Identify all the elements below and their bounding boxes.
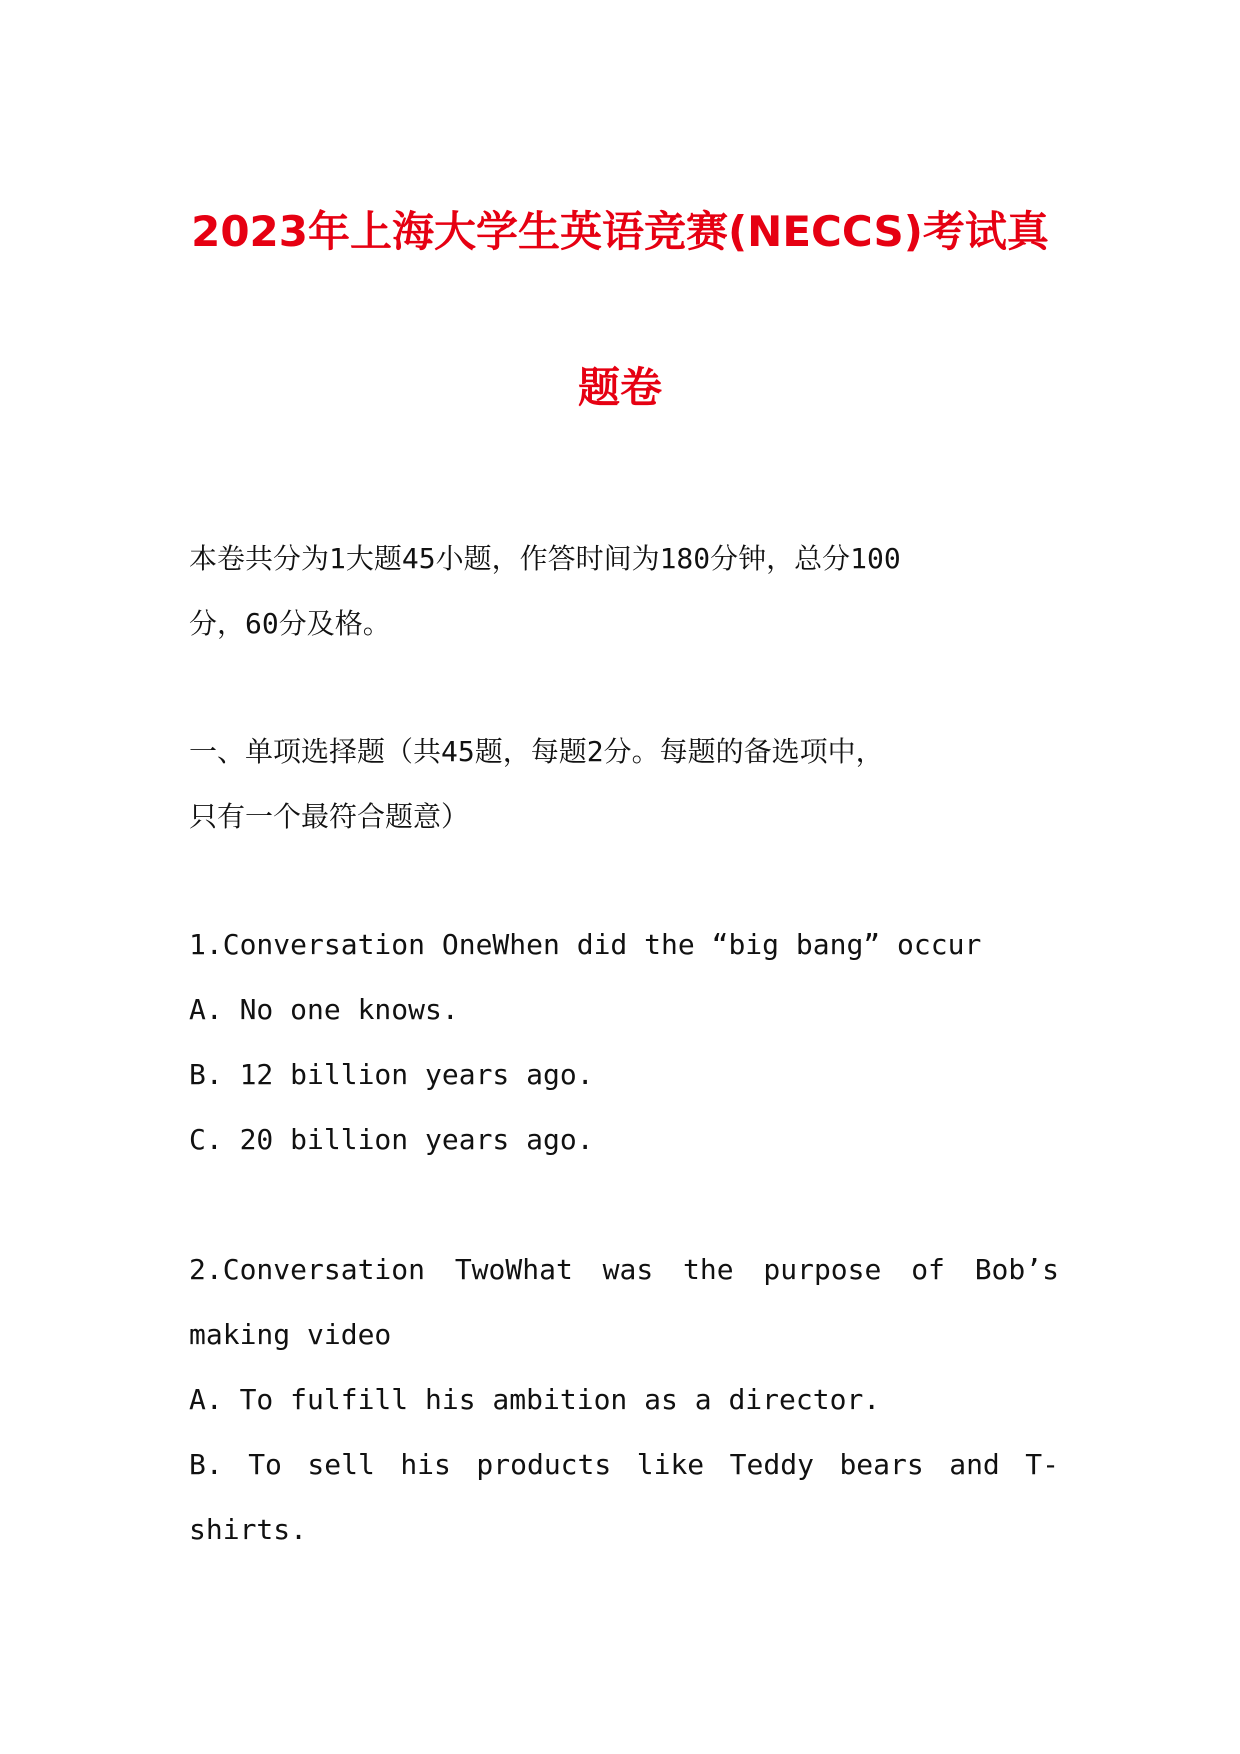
document-title-line-2: 题卷 <box>577 363 662 412</box>
option-word: bears <box>839 1448 924 1481</box>
question-1-option-b: B. 12 billion years ago. <box>189 1058 594 1091</box>
option-word: sell <box>307 1448 375 1481</box>
question-2-option-a: A. To fulfill his ambition as a director. <box>189 1383 881 1416</box>
question-1-option-a: A. No one knows. <box>189 993 459 1026</box>
intro-line-1: 本卷共分为1大题45小题，作答时间为180分钟，总分100 <box>189 542 901 575</box>
question-2-option-b-line-1 <box>189 1432 1059 1497</box>
stem-word: of <box>911 1253 945 1286</box>
question-2-option-b-line-2: shirts. <box>189 1513 308 1546</box>
section-heading-line-2: 只有一个最符合题意） <box>189 800 470 833</box>
question-2-stem-line-1 <box>189 1237 1059 1302</box>
question-2-stem-line-2: making video <box>189 1318 392 1351</box>
question-1-option-c: C. 20 billion years ago. <box>189 1123 594 1156</box>
stem-word: Bob’s <box>974 1253 1059 1286</box>
stem-word: the <box>683 1253 734 1286</box>
option-word: his <box>400 1448 451 1481</box>
question-1-stem: 1.Conversation OneWhen did the “big bang” occur <box>189 928 982 961</box>
option-word: Teddy <box>729 1448 814 1481</box>
stem-word: was <box>602 1253 654 1286</box>
document-title-line-1: 2023年上海大学生英语竞赛(NECCS)考试真 <box>191 207 1049 256</box>
option-word: like <box>636 1448 705 1481</box>
option-word: To <box>248 1448 282 1481</box>
stem-word: TwoWhat <box>454 1253 573 1286</box>
option-word: T- <box>1025 1448 1059 1481</box>
option-word: products <box>476 1448 612 1481</box>
stem-word: 2.Conversation <box>189 1253 426 1286</box>
option-word: B. <box>189 1448 223 1481</box>
section-heading-line-1: 一、单项选择题（共45题，每题2分。每题的备选项中， <box>189 735 884 768</box>
option-word: and <box>949 1448 1000 1481</box>
intro-line-2: 分，60分及格。 <box>189 607 391 640</box>
stem-word: purpose <box>763 1253 882 1286</box>
